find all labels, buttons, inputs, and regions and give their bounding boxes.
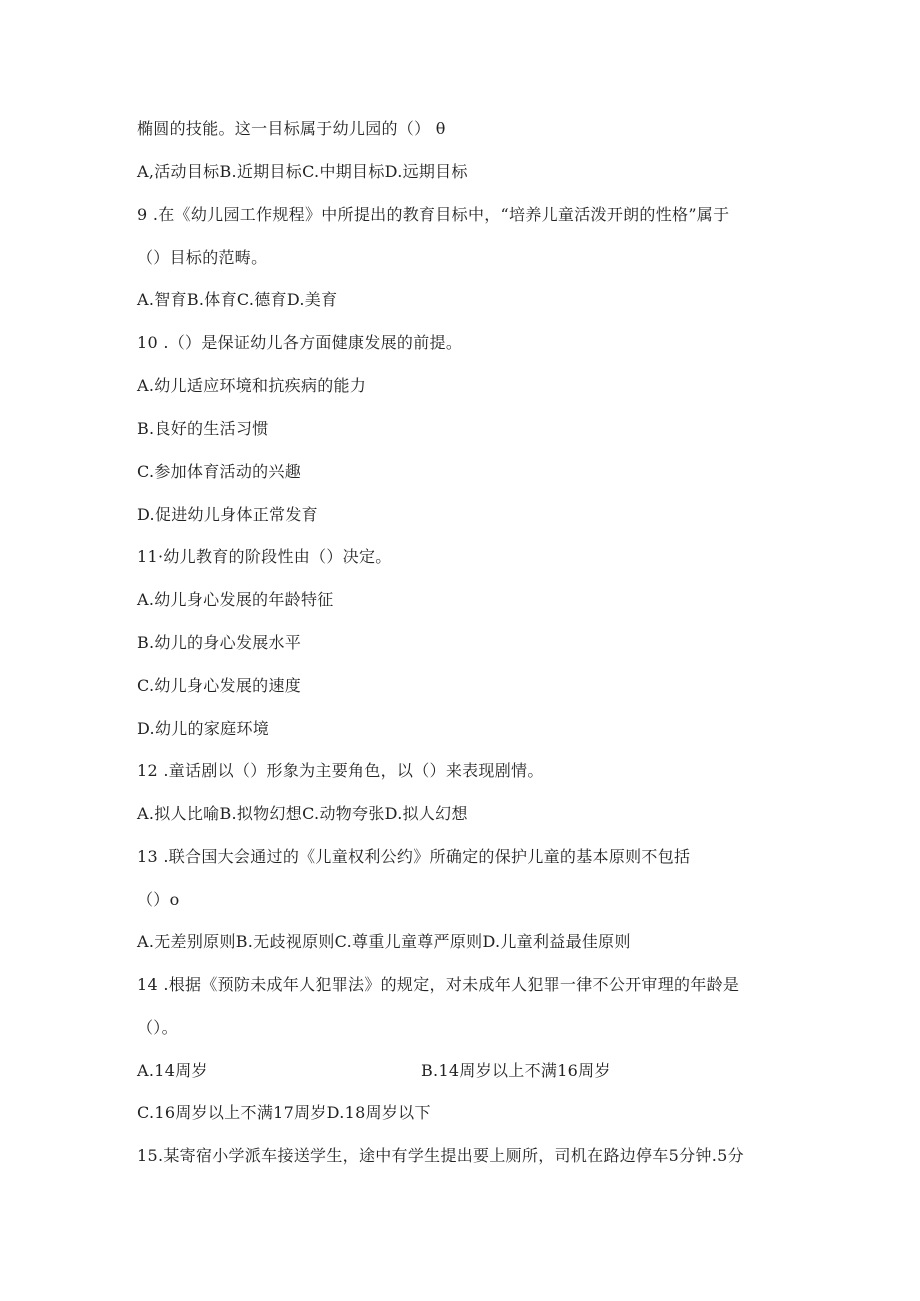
option-q14-a: A.14周岁: [137, 1061, 208, 1080]
question-13-line-1: 13 .联合国大会通过的《儿童权利公约》所确定的保护儿童的基本原则不包括: [137, 847, 691, 866]
option-line-q12: A.拟人比喻B.拟物幻想C.动物夸张D.拟人幻想: [137, 804, 468, 823]
option-q11-d: D.幼儿的家庭环境: [137, 719, 270, 738]
option-line-q8: A,活动目标B.近期目标C.中期目标D.远期目标: [137, 162, 468, 181]
option-q11-b: B.幼儿的身心发展水平: [137, 633, 302, 652]
question-12: 12 .童话剧以（）形象为主要角色，以（）来表现剧情。: [137, 761, 544, 780]
question-9-line-1: 9 .在《幼儿园工作规程》中所提出的教育目标中，“培养儿童活泼开朗的性格”属于: [137, 205, 730, 224]
question-13-line-2: （）o: [137, 890, 180, 909]
question-14-line-2: （）。: [137, 1018, 178, 1037]
option-q14-cd: C.16周岁以上不满17周岁D.18周岁以下: [137, 1103, 431, 1122]
question-11: 11·幼儿教育的阶段性由（）决定。: [137, 547, 392, 566]
question-9-line-2: （）目标的范畴。: [137, 248, 268, 267]
option-q11-a: A.幼儿身心发展的年龄特征: [137, 590, 334, 609]
option-line-q9: A.智育B.体育C.德育D.美育: [137, 290, 338, 309]
text-line-1: 椭圆的技能。这一目标属于幼儿园的（） θ: [137, 119, 446, 138]
option-q10-d: D.促进幼儿身体正常发育: [137, 505, 318, 524]
option-q10-a: A.幼儿适应环境和抗疾病的能力: [137, 376, 367, 395]
option-q14-b: B.14周岁以上不满16周岁: [421, 1061, 611, 1080]
option-q11-c: C.幼儿身心发展的速度: [137, 676, 302, 695]
question-15-line-1: 15.某寄宿小学派车接送学生，途中有学生提出要上厕所，司机在路边停车5分钟.5分: [137, 1146, 744, 1165]
question-14-line-1: 14 .根据《预防未成年人犯罪法》的规定，对未成年人犯罪一律不公开审理的年龄是: [137, 975, 740, 994]
option-line-q13: A.无差别原则B.无歧视原则C.尊重儿童尊严原则D.儿童利益最佳原则: [137, 932, 631, 951]
option-q10-b: B.良好的生活习惯: [137, 419, 269, 438]
question-10: 10 .（）是保证幼儿各方面健康发展的前提。: [137, 333, 463, 352]
option-q10-c: C.参加体育活动的兴趣: [137, 462, 302, 481]
